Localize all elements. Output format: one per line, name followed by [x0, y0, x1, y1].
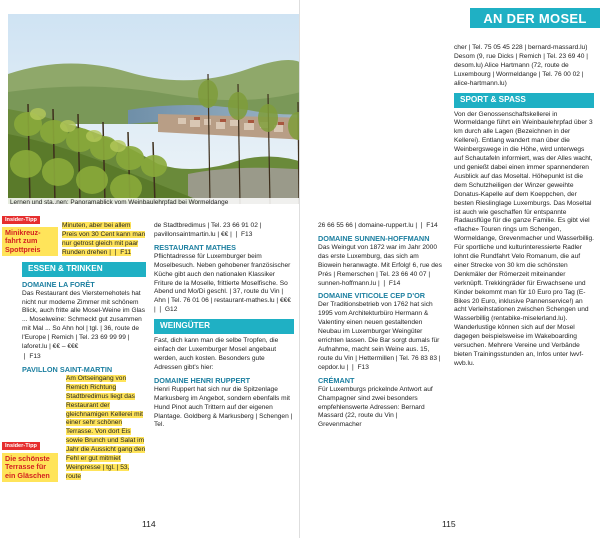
restaurant-title-pavillon: PAVILLON SAINT-MARTIN: [22, 364, 113, 374]
section-bar-sport-spass: SPORT & SPASS: [454, 93, 594, 108]
sport-text: Von der Genossenschaftskellerei in Wormeldange führt ein Weinbaulehrpfad über 3 km durch alle Lagen (Bezeichnen in der Kellerei). Entlang wandert man über die Weinbergswege in die Höhe, wird unterwegs auf Schautafeln informiert, was der Alles wacht, und genießt dabei einen immer spannenderen Ausblick auf das Moseltal. Höhepunkt ist die dem Schutzheiligen der Winzer geweihte Donatus-Kapelle auf dem Koeppchen, der besten Rieslinglage Luxemburgs. Das Moseltal ist auch wie geschaffen für entspannte Radausflüge für die ganze Familie. Es gibt viel «flache» Touren rings um Schengen, Wormeldange, Grevenmacher und Wasserbillig. Für sportliche und kulturinteressierte Radler lohnt die Rundfahrt Velo Romanum, die auf einer Strecke von 30 km die schönsten Denkmäler der Römerzeit miteinander verknüpft. Trekkingräder für Erwachsene und Kinder bekommt man für 10 Euro pro Tag (E-Bikes 20 Euro, inklusive Pannenservice!) an acht Verleihstationen zwischen Schengen und Wasserbillig (rentabike-miselerland.lu). Wanderlustige können sich auf der Mosel dagegen beispielsweise im Wakeboarding versuchen. Mehrere Vereine und Verbände bieten Trainingsstunden an, Infos unter lwvf-wvb.lu.: [454, 110, 594, 367]
page-number-left: 114: [142, 519, 156, 529]
insider-tip-text: Die schönste Terrasse für ein Gläschen: [2, 453, 58, 482]
restaurant-text-mathes: Pflichtadresse für Luxemburger beim Moselbesuch. Neben gehobener französischer Küche gibt auch den nationalen Klassiker Friture de la Moselle, frittierte Moselfische. So Abend und Mo/Di geschl. | 37, route du Vin | Ahn | Tel. 76 01 06 | restaurant-mathes.lu | €€€ | ❘ G12: [154, 252, 291, 314]
cremant-addresses: cher | Tel. 75 05 45 228 | bernard-massard.lu) Desom (9, rue Dicks | Remich | Tel. 23 69 40 | desom.lu) Alice Hartmann (72, route de Luxembourg | Wormeldange | Tel. 76 00 02 | alice-hartmann.lu): [454, 44, 589, 87]
restaurant-text-la-foret: Das Restaurant des Viersternehotels hat nicht nur moderne Zimmer mit schönem Blick, auch fritte alle Mosel-Weine im Glas ... Moselweine: Schmeckt gut zusammen mit Mal ... So Ahn hol | tgl. | 36, route de l'Europe | Remich | Tel. 23 69 99 99 | laforet.lu | €€ – €€€: [22, 289, 146, 351]
restaurant-title-mathes: RESTAURANT MATHES: [154, 242, 237, 252]
vineyard-illustration: [8, 14, 308, 204]
section-bar-weingueter: WEINGÜTER: [154, 319, 294, 334]
winery-title-sunnen-hoffmann: DOMAINE SUNNEN-HOFFMANN: [318, 233, 430, 243]
page-number-right: 115: [442, 519, 456, 529]
page-right: [300, 0, 600, 538]
intro-paragraph: Minuten, aber bei allem Preis von 30 Cent kann man nur getrost gleich mit paar Runden drehen | ❘ F11: [62, 222, 146, 256]
cremant-text: Für Luxemburgs prickelnde Antwort auf Champagner sind zwei besonders empfehlenswerte Adressen: Bernard Massard (22, route du Vin | Grevenmacher: [318, 385, 433, 429]
winery-title-cep-dor: DOMAINE VITICOLE CEP D'OR: [318, 291, 426, 301]
wine-intro: Fast, dich kann man die selbe Tropfen, die einfach der Luxemburger Mosel angebaut werden, auch kosten. Besonders gute Adressen gibt's hier:: [154, 337, 279, 371]
ruppert-contact: 26 66 55 66 | domaine-ruppert.lu | ❘ F14: [318, 222, 438, 229]
winery-text-sunnen-hoffmann: Das Weingut von 1872 war im Jahr 2000 das erste Luxemburg, das sich am Biowein heranwagte. Mit Erfolg! 6, rue des Prés | Remerschen | Tel. 23 66 40 07 | sunnen-hoffmann.lu | ❘ F14: [318, 243, 442, 287]
column-left-2: [154, 222, 294, 431]
vineyard-panorama-photo: [8, 14, 308, 204]
insider-tip-label: Insider-Tipp: [2, 216, 40, 224]
pavillon-address: de Stadtbredimus | Tel. 23 66 91 02 | pavillonsaintmartin.lu | €€ | ❘ F13: [154, 222, 262, 238]
winery-text-ruppert: Henri Ruppert hat sich nur die Spitzenlage Markusberg im Angebot, sondern ebenfalls mit Hund Pinot auch Trittern auf der eigenen Plantage. Goldberg & Markusberg | Schengen | Tel.: [154, 385, 293, 429]
section-bar-essen-trinken: ESSEN & TRINKEN: [22, 262, 146, 277]
photo-caption: Lernen und sta..nen: Panoramablick vom Weinbaulehrpfad bei Wormeldange: [8, 198, 306, 207]
column-left-1: [22, 222, 146, 483]
insider-tip-text: Minikreuz-fahrt zum Spottpreis: [2, 227, 58, 256]
winery-text-cep-dor: Der Traditionsbetrieb von 1762 hat sich 1995 vom Architekturbüro Hermann & Valentiny einen neuen gestaltenden Neubau im Luxemburger Weingüter errichten lassen. Die Bar sorgt dumals für Aufnahme, macht sein Weine aus. 15, route du Vin | Hettermillen | Tel. 76 83 83 | cepdor.lu | ❘ F13: [318, 301, 441, 371]
insider-tip-label: Insider-Tipp: [2, 442, 40, 450]
restaurant-text-pavillon: Am Ortseingang von Remich Richtung Stadtbredimus liegt das Restaurant der gleichnamigen Kellerei mit einer sehr schönen Terrasse. Von dort Eis sowie Brunch und Salat im Jahr die Aussicht gang den Fehl er gut mitmiet Weinpresse | tgl. | 53, route: [66, 374, 146, 480]
map-ref: ❘ F13: [22, 352, 41, 360]
column-right-1: [318, 222, 442, 431]
winery-title-ruppert: DOMAINE HENRI RUPPERT: [154, 375, 251, 385]
cremant-title: CRÉMANT: [318, 375, 355, 385]
restaurant-title-la-foret: DOMAINE LA FORÊT: [22, 279, 95, 289]
chapter-header: AN DER MOSEL: [470, 8, 600, 28]
column-right-2: [454, 44, 594, 370]
